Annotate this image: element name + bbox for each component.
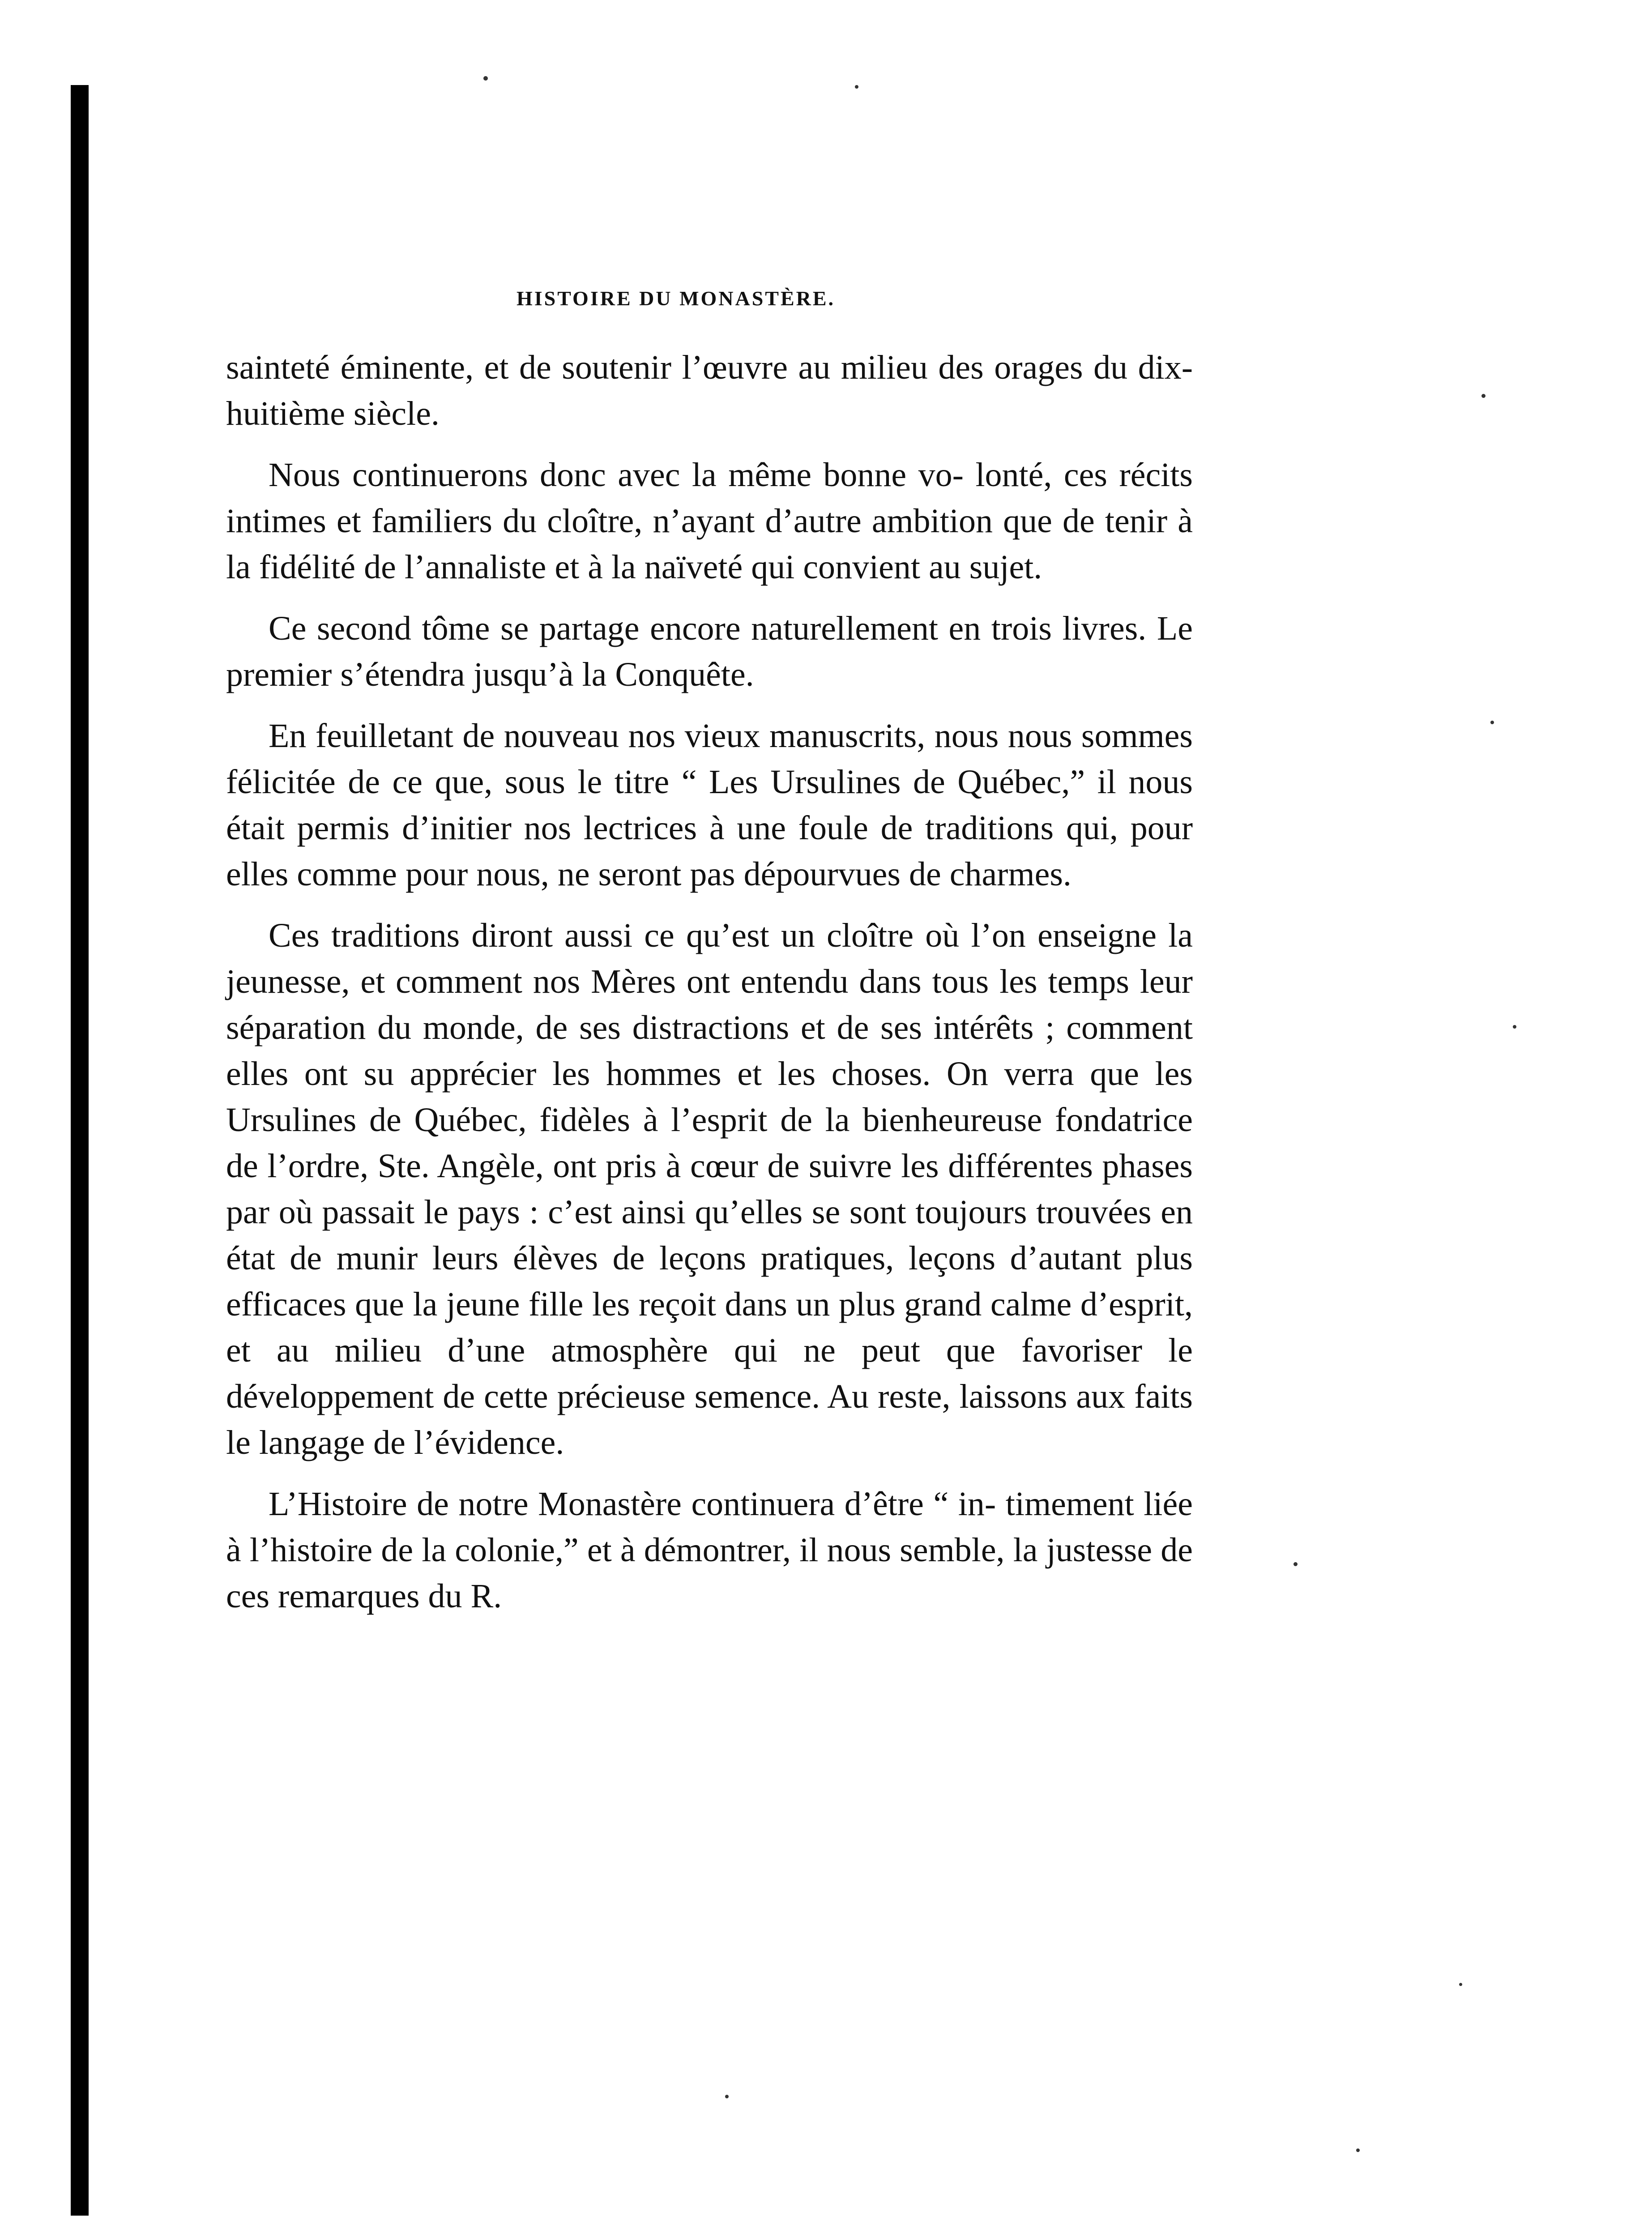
scan-speck [725,2095,729,2098]
paragraph-2-rest: lonté, ces récits intimes et familiers du cloître, n’ayant d’autre ambition que de tenir à la fidélité de l’annaliste et à la naïveté qui convient au sujet. [226,456,1193,586]
body-text [226,345,1193,1619]
paragraph-6-rest: timement liée à l’histoire de la colonie,” et à démontrer, il nous semble, la justesse de ces remarques du R. [226,1485,1193,1615]
running-header: HISTOIRE DU MONASTÈRE. [516,287,836,310]
paragraph-5 [226,913,1193,1466]
scan-speck [1481,394,1486,398]
scan-speck [483,76,488,81]
paragraph-3-first-line: Ce second tôme se partage encore naturellement en [269,610,981,647]
scan-speck [1513,1025,1516,1029]
paragraph-3 [226,606,1193,698]
paragraph-5-rest: l’on enseigne la jeunesse, et comment nos Mères ont entendu dans tous les temps leur séparation du monde, de ses distractions et de ses intérêts ; comment elles ont su apprécier les hommes et les choses. On verra que les Ursulines de Québec, fidèles à l’esprit de la bienheureuse fondatrice de l’ordre, Ste. Angèle, ont pris à cœur de suivre les différentes phases par où passait le pays : c’est ainsi qu’elles se sont toujours trouvées en état de munir leurs élèves de leçons pratiques, leçons d’autant plus efficaces que la jeune fille les reçoit dans un plus grand calme d’esprit, et au milieu d’une atmosphère qui ne peut que favoriser le développement de cette précieuse semence. Au reste, laissons aux faits le langage de l’évidence. [226,917,1193,1461]
binding-edge-shadow [71,85,89,2216]
paragraph-1-rest: orages du dix-huitième siècle. [226,349,1193,432]
scan-speck [855,85,858,89]
paragraph-4-first-line: En feuilletant de nouveau nos vieux manuscrits, [269,717,926,755]
paragraph-6-first-line: L’Histoire de notre Monastère continuera d’être “ in- [269,1485,996,1523]
paragraph-4-rest: nous nous sommes félicitée de ce que, sous le titre “ Les Ursulines de Québec,” il nous était permis d’initier nos lectrices à une foule de traditions qui, pour elles comme pour nous, ne seront pas dépourvues de charmes. [226,717,1193,893]
paragraph-2-first-line: Nous continuerons donc avec la même bonne vo- [269,456,964,494]
paragraph-2 [226,452,1193,590]
paragraph-3-rest: trois livres. Le premier s’étendra jusqu’à la Conquête. [226,610,1193,693]
paragraph-5-first-line: Ces traditions diront aussi ce qu’est un cloître où [269,917,960,954]
scan-speck [1293,1562,1298,1566]
scan-speck [1459,1983,1462,1986]
scan-speck [1356,2148,1360,2152]
paragraph-1 [226,345,1193,437]
paragraph-6 [226,1481,1193,1619]
scan-speck [1490,721,1494,724]
paragraph-4 [226,713,1193,897]
paragraph-1-first-line: sainteté éminente, et de soutenir l’œuvre au milieu des [226,349,984,386]
